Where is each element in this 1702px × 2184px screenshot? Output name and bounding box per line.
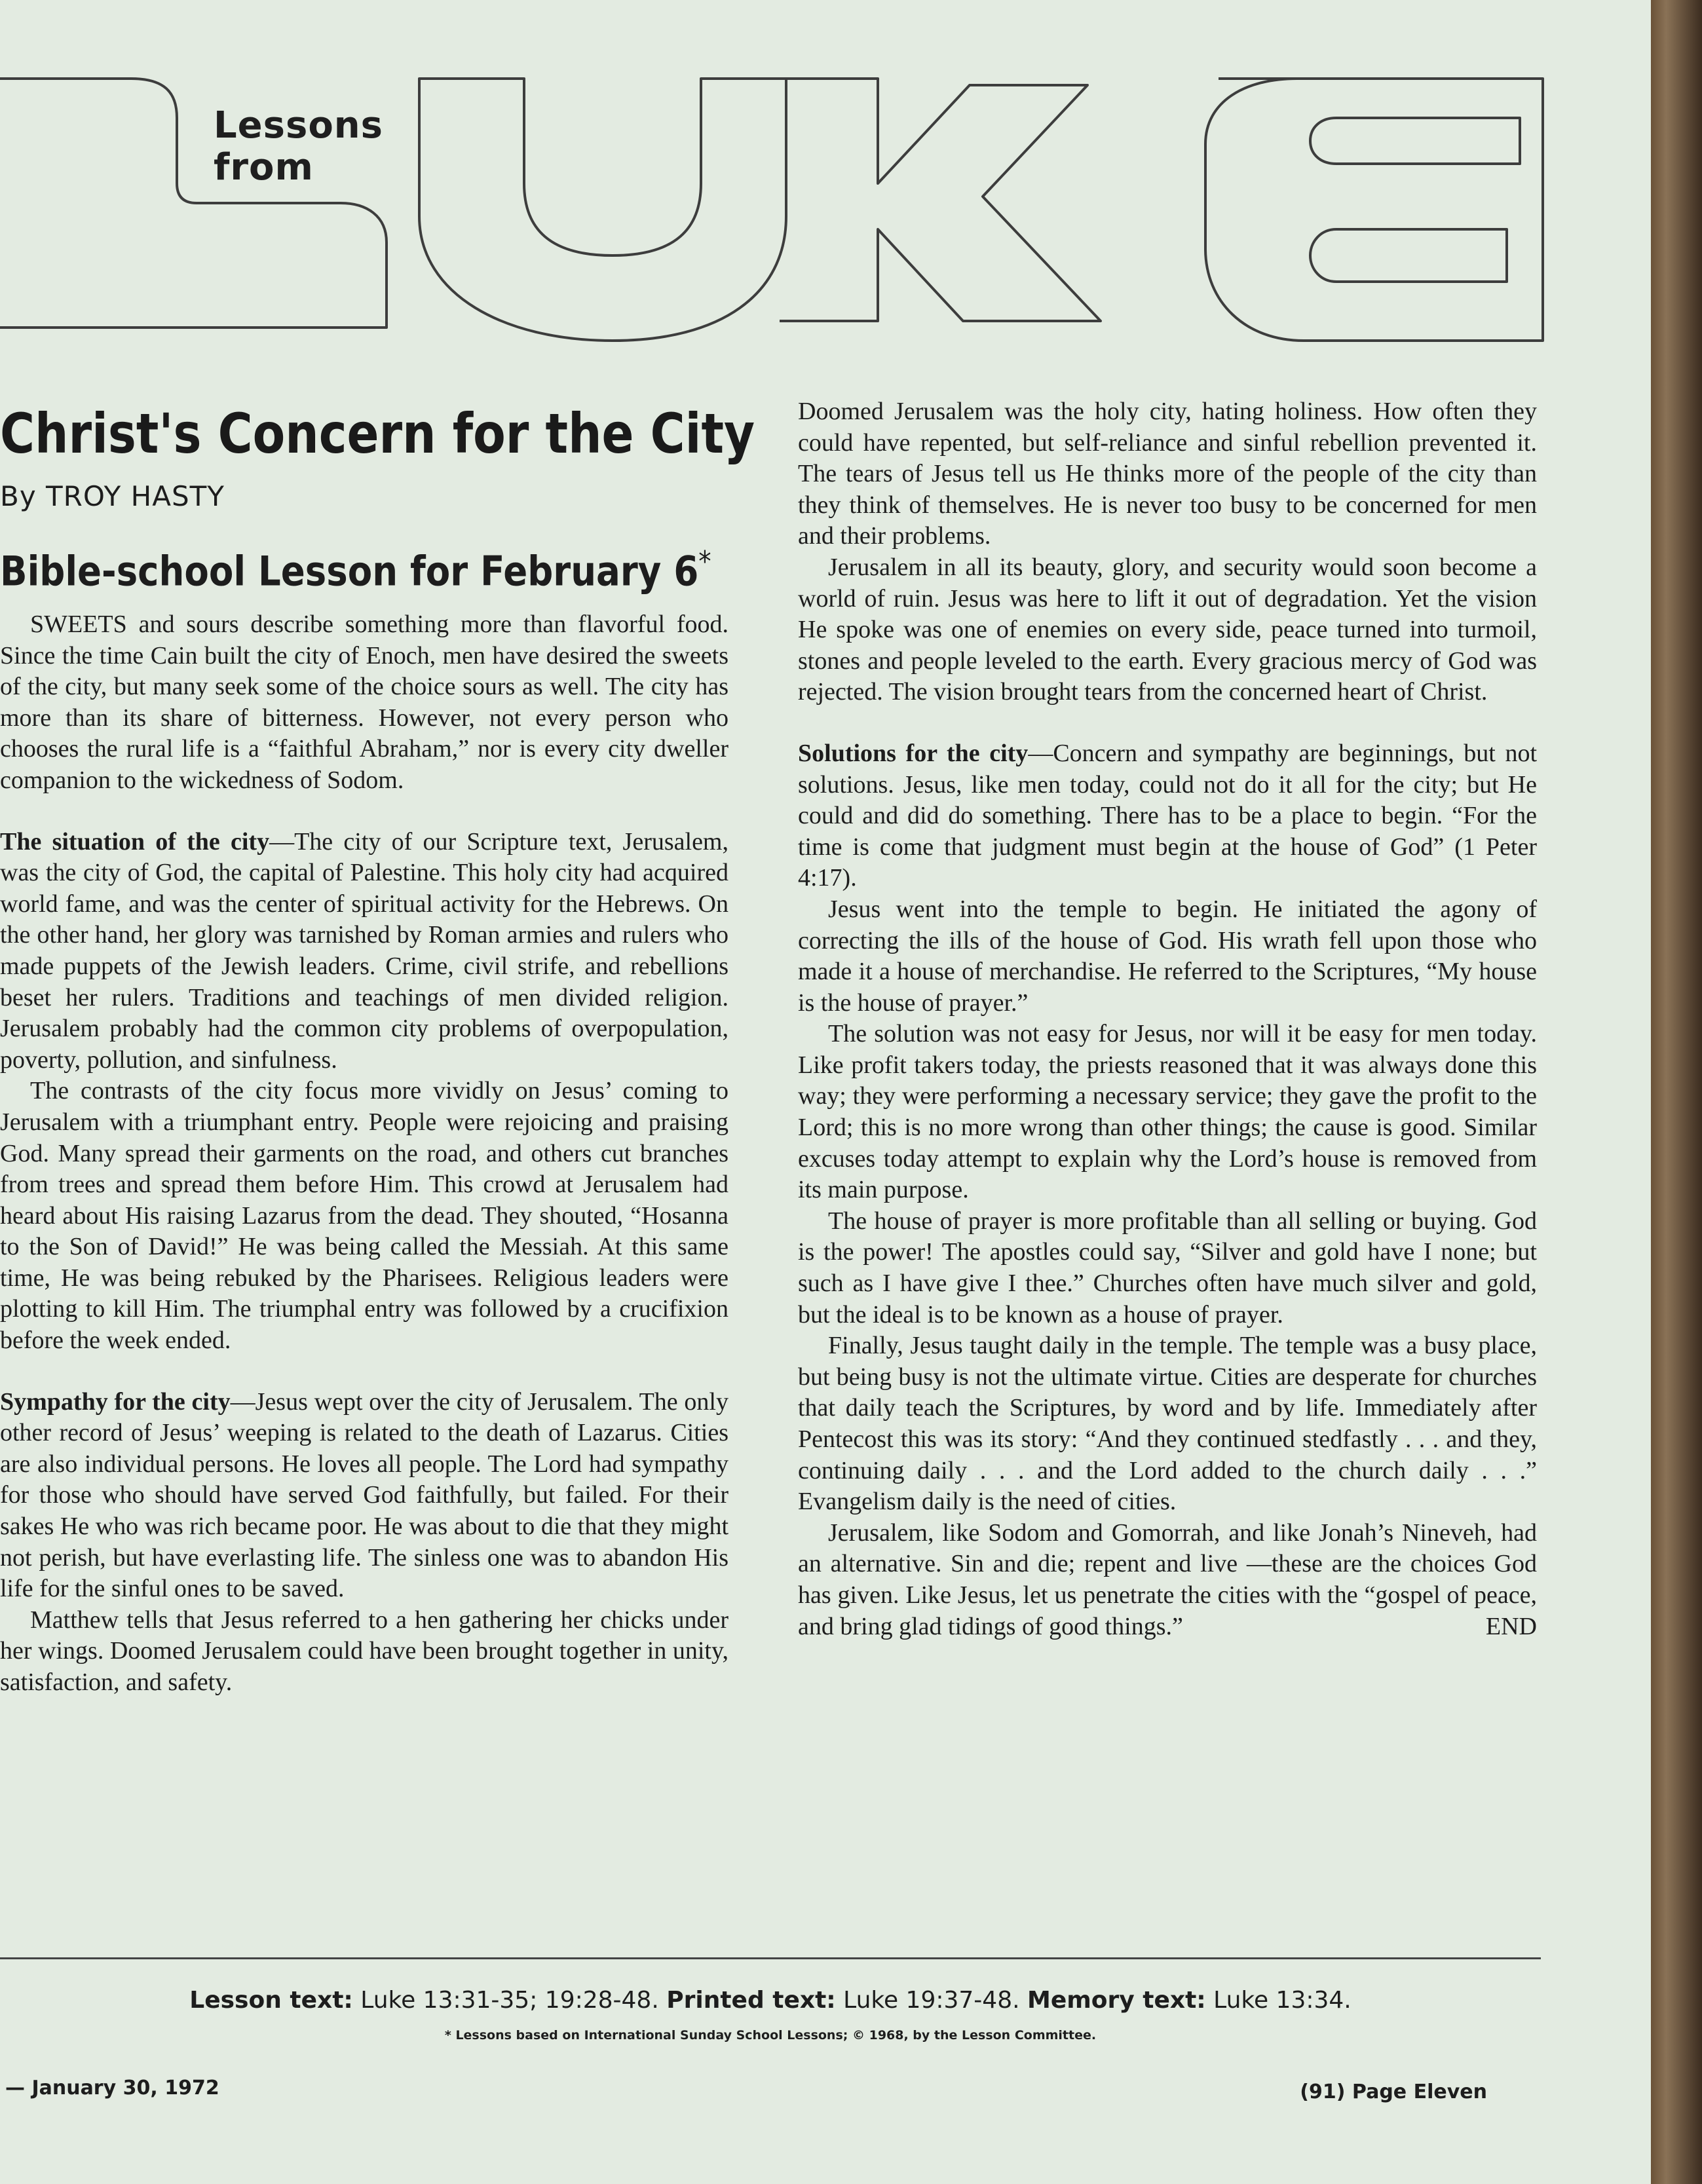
- letter-e-outline: [1205, 79, 1543, 341]
- paragraph-sympathy-1: —Jesus wept over the city of Jerusalem. The only other record of Jesus’ weeping is related to the death of Lazarus. Cities are also individual persons. He loves all people. The Lord had sympathy for those who should have served God faithfully, but failed. For their sakes He who was rich became poor. He was about to die that they might not perish, but have everlasting life. The sinless one was to abandon His life for the sinful ones to be saved.: [0, 1387, 728, 1603]
- article-column-left: [0, 609, 728, 1699]
- article-column-right: [798, 396, 1537, 1642]
- memory-text-label: Memory text:: [1027, 1987, 1206, 2014]
- printed-text-value: Luke 19:37-48.: [835, 1987, 1027, 2014]
- article-title: Christ's Concern for the City: [0, 402, 755, 466]
- paragraph-intro: SWEETS and sours describe something more than flavorful food. Since the time Cain built the city of Enoch, men have desired the sweets of the city, but many seek some of the choice sours as well. The city has more than its share of bitterness. However, not every person who chooses the rural life is a “faithful Abraham,” nor is every city dweller companion to the wickedness of Sodom.: [0, 611, 728, 794]
- lesson-subtitle-text: Bible-school Lesson for February 6: [0, 547, 699, 595]
- letter-u-outline: [419, 79, 786, 341]
- lessons-from-label: Lessons from: [214, 104, 383, 189]
- copyright-footnote: * Lessons based on International Sunday School Lessons; © 1968, by the Lesson Committee.: [444, 2028, 1097, 2043]
- paragraph-situation-2: The contrasts of the city focus more vividly on Jesus’ coming to Jerusalem with a triumphant entry. People were rejoicing and praising God. Many spread their garments on the road, and others cut branches from trees and spread them before Him. This crowd at Jerusalem had heard about His raising Lazarus from the dead. They shouted, “Hosanna to the Son of David!” He was being called the Messiah. At this same time, He was being rebuked by the Pharisees. Religious leaders were plotting to kill Him. The triumphal entry was followed by a crucifixion before the week ended.: [0, 1077, 728, 1355]
- lesson-text-label: Lesson text:: [189, 1987, 353, 2014]
- paragraph-solutions-6-text: Jerusalem, like Sodom and Gomorrah, and like Jonah’s Nineveh, had an alternative. Sin and die; repent and live —these are the choices God has given. Like Jesus, let us penetrate the cities with the “gospel of peace, and bring glad tidings of good things.”: [798, 1518, 1537, 1640]
- paragraph-situation-1: —The city of our Scripture text, Jerusalem, was the city of God, the capital of Palestine. This holy city had acquired world fame, and was the center of spiritual activity for the Hebrews. On the other hand, her glory was tarnished by Roman armies and rulers who made puppets of the Jewish leaders. Crime, civil strife, and rebellions beset her rulers. Traditions and teachings of men divided religion. Jerusalem probably had the common city problems of overpopulation, poverty, pollution, and sinfulness.: [0, 827, 728, 1074]
- end-mark: END: [1485, 1612, 1537, 1640]
- byline: By TROY HASTY: [0, 480, 225, 512]
- printed-text-label: Printed text:: [666, 1987, 836, 2014]
- paragraph-right-2: Jerusalem in all its beauty, glory, and security would soon become a world of ruin. Jesus was here to lift it out of degradation. Yet the vision He spoke was one of enemies on every side, peace turned into turmoil, stones and people leveled to the earth. Every gracious mercy of God was rejected. The vision brought tears from the concerned heart of Christ.: [798, 553, 1537, 706]
- memory-text-value: Luke 13:34.: [1205, 1987, 1352, 2014]
- paragraph-solutions-5: Finally, Jesus taught daily in the temple. The temple was a busy place, but being busy is not the ultimate virtue. Cities are desperate for churches that daily teach the Scriptures, by word and by life. Immediately after Pentecost this was its story: “And they continued stedfastly . . . and they, continuing daily . . . and the Lord added to the church daily . . .” Evangelism daily is the need of cities.: [798, 1332, 1537, 1516]
- section-heading-situation: The situation of the city: [0, 827, 270, 856]
- paragraph-solutions-6: [798, 1518, 1537, 1642]
- issue-date: — January 30, 1972: [5, 2077, 219, 2099]
- section-heading-solutions: Solutions for the city: [798, 739, 1029, 767]
- lesson-subtitle: [0, 536, 711, 598]
- paragraph-solutions-4: The house of prayer is more profitable than all selling or buying. God is the power! The apostles could say, “Silver and gold have I none; but such as I have give I thee.” Churches often have much silver and gold, but the ideal is to be known as a house of prayer.: [798, 1207, 1537, 1328]
- section-heading-sympathy: Sympathy for the city: [0, 1387, 231, 1416]
- section-situation: [0, 827, 728, 1076]
- letter-k-outline: [780, 79, 1101, 321]
- paragraph-right-1: Doomed Jerusalem was the holy city, hating holiness. How often they could have repented, but self-reliance and sinful rebellion prevented it. The tears of Jesus tell us He thinks more of the people of the city than they think of themselves. He is never too busy to be concerned for men and their problems.: [798, 398, 1537, 550]
- paragraph-solutions-3: The solution was not easy for Jesus, nor will it be easy for men today. Like profit takers today, the priests reasoned that it was always done this way; they were performing a necessary service; they gave the profit to the Lord; this is no more wrong than other things; the cause is good. Similar excuses today attempt to explain why the Lord’s house is removed from its main purpose.: [798, 1020, 1537, 1204]
- book-binding-edge: [1651, 0, 1702, 2184]
- section-solutions: [798, 738, 1537, 894]
- section-sympathy: [0, 1387, 728, 1605]
- lesson-references: [0, 1985, 1541, 2016]
- footer-rule: [0, 1957, 1541, 1959]
- paragraph-sympathy-2: Matthew tells that Jesus referred to a hen gathering her chicks under her wings. Doomed Jerusalem could have been brought together in unity, satisfaction, and safety.: [0, 1606, 728, 1696]
- page-number: (91) Page Eleven: [1300, 2080, 1487, 2103]
- paragraph-solutions-2: Jesus went into the temple to begin. He initiated the agony of correcting the ills of the house of God. His wrath fell upon those who made it a house of merchandise. He referred to the Scriptures, “My house is the house of prayer.”: [798, 895, 1537, 1017]
- footnote-marker: *: [698, 545, 711, 578]
- paragraph-solutions-1: —Concern and sympathy are beginnings, but not solutions. Jesus, like men today, could not do it all for the city; but He could and did do something. There has to be a place to begin. “For the time is come that judgment must begin at the house of God” (1 Peter 4:17).: [798, 739, 1538, 892]
- lesson-text-value: Luke 13:31-35; 19:28-48.: [352, 1987, 667, 2014]
